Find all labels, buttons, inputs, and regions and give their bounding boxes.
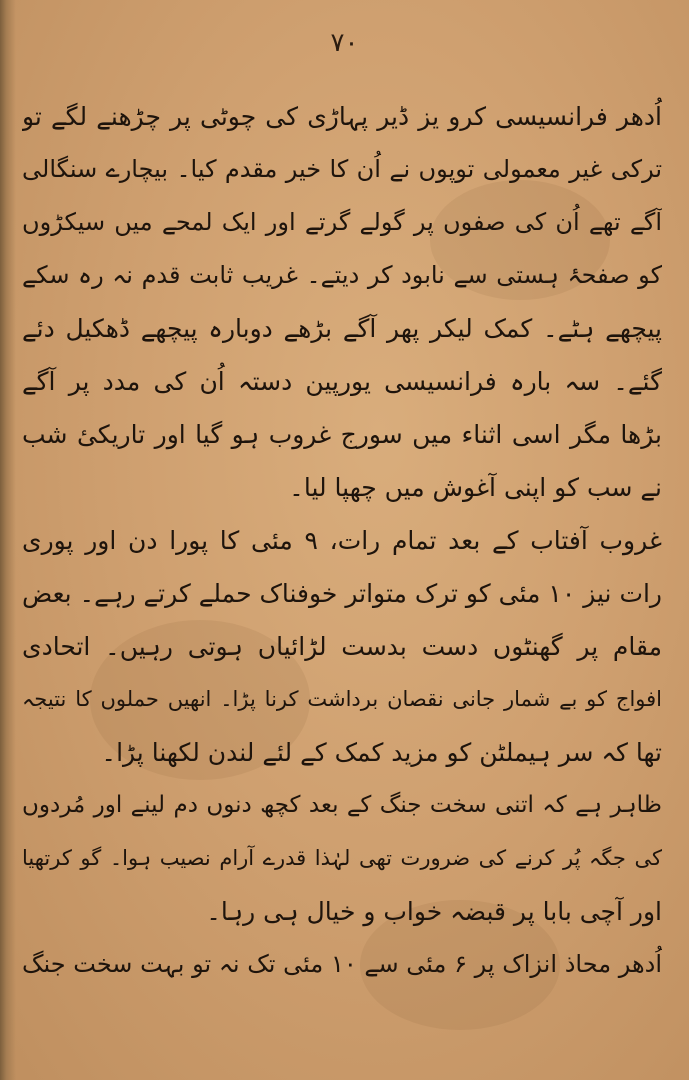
text-line: تھا کہ سر ہیملٹن کو مزید کمک کے لئے لندن لکھنا پڑا۔ — [101, 738, 662, 767]
page-number: ۷۰ — [330, 28, 359, 58]
text-line: ظاہر ہے کہ اتنی سخت جنگ کے بعد کچھ دنوں دم لینے اور مُردوں — [22, 792, 662, 818]
text-line: اور آچی بابا پر قبضہ خواب و خیال ہی رہا۔ — [206, 897, 662, 926]
text-line: مقام پر گھنٹوں دست بدست لڑائیاں ہوتی رہیں۔ اتحادی — [22, 632, 662, 661]
text-line: افواج کو بے شمار جانی نقصان برداشت کرنا پڑا۔ انھیں حملوں کا نتیجہ — [22, 687, 662, 711]
text-line: نے سب کو اپنی آغوش میں چھپا لیا۔ — [289, 473, 662, 502]
text-line: اُدھر محاذ انزاک پر ۶ مئی سے ۱۰ مئی تک نہ تو بہت سخت جنگ — [22, 950, 662, 978]
text-line: ترکی غیر معمولی توپوں نے اُن کا خیر مقدم کیا۔ بیچارے سنگالی — [22, 155, 662, 183]
text-line: اُدھر فرانسیسی کرو یز ڈیر پہاڑی کی چوٹی پر چڑھنے لگے تو — [22, 102, 662, 131]
text-line: پیچھے ہٹے۔ کمک لیکر پھر آگے بڑھے دوبارہ پیچھے ڈھکیل دئے — [22, 314, 662, 343]
text-line: گئے۔ سہ بارہ فرانسیسی یورپین دستہ اُن کی مدد پر آگے — [22, 367, 662, 396]
text-line: رات نیز ۱۰ مئی کو ترک متواتر خوفناک حملے کرتے رہے۔ بعض — [22, 579, 662, 608]
page-binding-edge — [0, 0, 16, 1080]
text-line: بڑھا مگر اسی اثناء میں سورج غروب ہو گیا اور تاریکیٔ شب — [22, 420, 662, 449]
body-text — [22, 90, 662, 991]
text-line: غروب آفتاب کے بعد تمام رات، ۹ مئی کا پورا دن اور پوری — [22, 526, 662, 555]
text-line: آگے تھے اُن کی صفوں پر گولے گرتے اور ایک لمحے میں سیکڑوں — [22, 208, 662, 236]
text-line: کو صفحۂ ہستی سے نابود کر دیتے۔ غریب ثابت قدم نہ رہ سکے — [22, 261, 662, 289]
text-line: کی جگہ پُر کرنے کی ضرورت تھی لہٰذا قدرے آرام نصیب ہوا۔ گو کرتھیا — [22, 846, 662, 870]
